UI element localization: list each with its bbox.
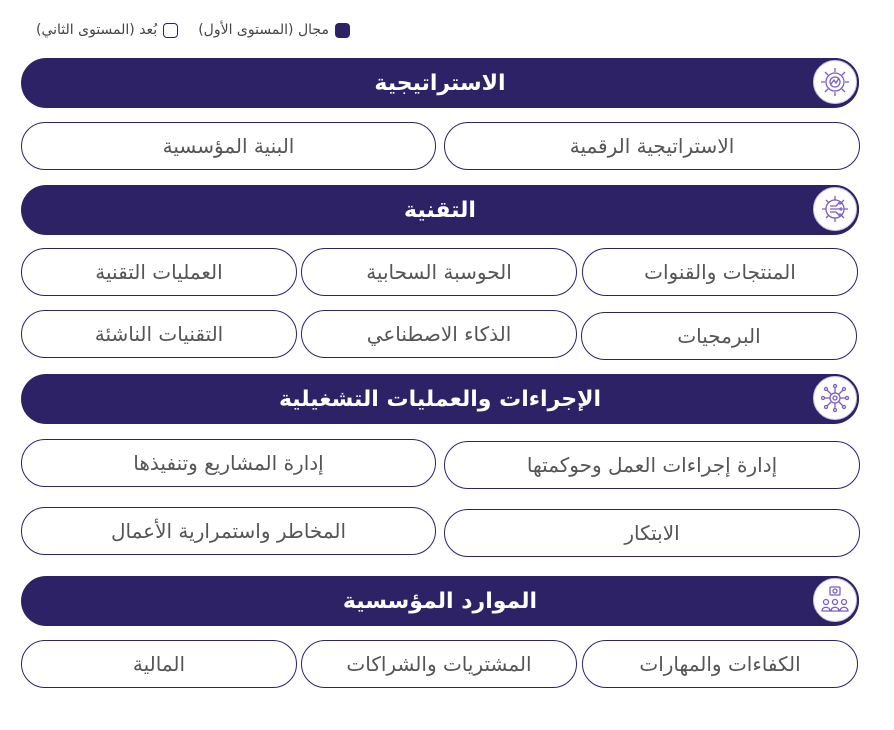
dimension-pill: العمليات التقنية [21, 248, 297, 296]
domain-band-technology [21, 185, 859, 235]
domain-title: الاستراتيجية [374, 70, 506, 96]
dimension-pill: المالية [21, 640, 297, 688]
dimension-pill: المنتجات والقنوات [582, 248, 858, 296]
legend-domain-label: مجال (المستوى الأول) [198, 22, 329, 38]
dimension-pill: الذكاء الاصطناعي [301, 310, 577, 358]
dimension-pill: الاستراتيجية الرقمية [444, 122, 860, 170]
dimension-pill: البرمجيات [581, 312, 857, 360]
dimension-pill: إدارة إجراءات العمل وحوكمتها [444, 441, 860, 489]
domain-title: الإجراءات والعمليات التشغيلية [278, 386, 602, 412]
legend-dimension [36, 22, 178, 38]
legend-domain [198, 22, 350, 38]
domain-band-resources [21, 576, 859, 626]
process-network-icon [811, 374, 859, 422]
dimension-pill: المشتريات والشراكات [301, 640, 577, 688]
domain-band-processes [21, 374, 859, 424]
gear-circuit-icon [811, 185, 859, 233]
legend-dimension-swatch [163, 23, 178, 38]
dimension-pill: المخاطر واستمرارية الأعمال [21, 507, 436, 555]
dimension-pill: الكفاءات والمهارات [582, 640, 858, 688]
legend [36, 22, 350, 38]
strategy-target-icon [811, 58, 859, 106]
dimension-pill: إدارة المشاريع وتنفيذها [21, 439, 436, 487]
domain-title: الموارد المؤسسية [342, 588, 538, 614]
domain-band-strategy [21, 58, 859, 108]
legend-dimension-label: بُعد (المستوى الثاني) [36, 22, 158, 38]
dimension-pill: البنية المؤسسية [21, 122, 436, 170]
dimension-pill: الابتكار [444, 509, 860, 557]
team-resources-icon [811, 576, 859, 624]
dimension-pill: الحوسبة السحابية [301, 248, 577, 296]
domain-title: التقنية [404, 197, 476, 223]
dimension-pill: التقنيات الناشئة [21, 310, 297, 358]
legend-domain-swatch [335, 23, 350, 38]
